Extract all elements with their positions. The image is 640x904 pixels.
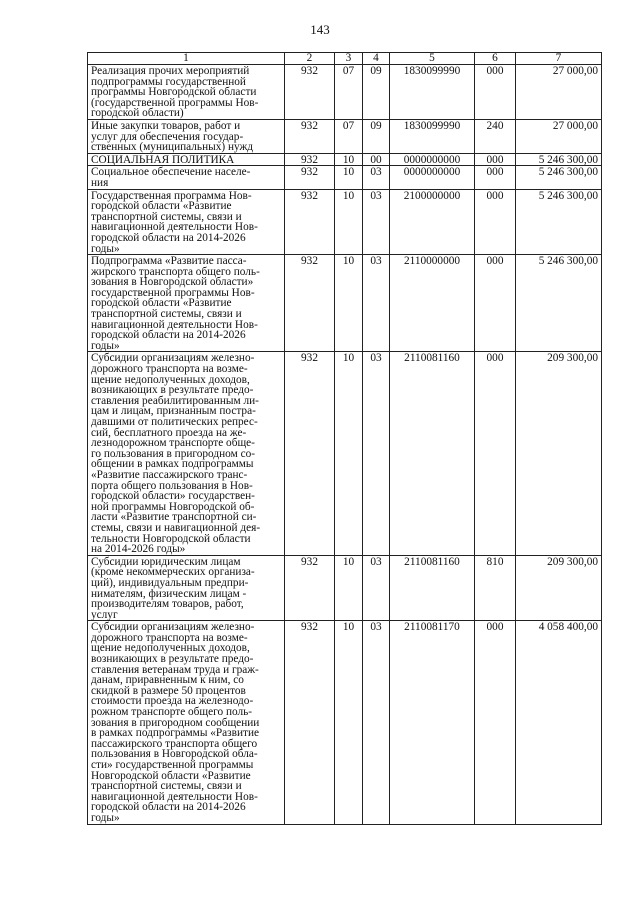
subsection-cell: 00 xyxy=(363,153,390,166)
row-name-line: Новгородской области «Развитие xyxy=(91,769,251,782)
subsection-cell: 03 xyxy=(363,555,390,621)
table-row xyxy=(88,153,602,166)
row-name-line: ственных (муниципальных) нужд xyxy=(91,141,254,154)
section-cell: 10 xyxy=(335,352,363,555)
row-name-line: общении в рамках подпрограммы xyxy=(91,458,254,471)
row-name-line: услуг xyxy=(91,608,118,621)
row-name-line: рожном транспорте общего поль- xyxy=(91,706,253,719)
header-col-6: 6 xyxy=(475,53,516,65)
target-article-cell: 2110081160 xyxy=(390,555,475,621)
expense-type-cell: 000 xyxy=(475,65,516,120)
row-name-line: дорожного транспорта на возме- xyxy=(91,363,248,376)
row-name-line: возникающих в результате предо- xyxy=(91,653,254,666)
row-name-line: лезнодорожном транспорте обще- xyxy=(91,437,255,450)
row-name-line: ставления реабилитированным ли- xyxy=(91,394,259,407)
amount-cell: 5 246 300,00 xyxy=(516,166,602,189)
row-name-line: услуг для обеспечения государ- xyxy=(91,130,244,143)
row-name-line: щение недополученных доходов, xyxy=(91,642,250,655)
row-name-line: Субсидии юридическим лицам xyxy=(91,555,241,568)
amount-cell: 5 246 300,00 xyxy=(516,153,602,166)
row-name-cell xyxy=(88,555,285,621)
row-name-line: (кроме некоммерческих организа- xyxy=(91,566,255,579)
row-name-line: городской области) xyxy=(91,107,184,120)
target-article-cell: 0000000000 xyxy=(390,153,475,166)
target-article-cell: 2110000000 xyxy=(390,255,475,352)
header-col-5: 5 xyxy=(390,53,475,65)
row-name-line: пассажирского транспорта общего xyxy=(91,737,258,750)
row-name-line: Социальное обеспечение населе- xyxy=(91,166,251,179)
row-name-line: ния xyxy=(91,176,109,189)
row-name-line: городской области» государствен- xyxy=(91,490,255,503)
row-name-line: навигационной деятельности Нов- xyxy=(91,318,258,331)
row-name-cell xyxy=(88,255,285,352)
row-name-cell xyxy=(88,153,285,166)
row-name-line: навигационной деятельности Нов- xyxy=(91,790,258,803)
row-name-line: Иные закупки товаров, работ и xyxy=(91,119,241,132)
table-row xyxy=(88,555,602,621)
row-name-line: городской области «Развитие xyxy=(91,297,232,310)
header-col-7: 7 xyxy=(516,53,602,65)
target-article-cell: 2110081160 xyxy=(390,352,475,555)
row-name-cell xyxy=(88,65,285,120)
budget-table xyxy=(87,52,602,825)
subsection-cell: 03 xyxy=(363,166,390,189)
subsection-cell: 03 xyxy=(363,255,390,352)
section-cell: 10 xyxy=(335,153,363,166)
table-row xyxy=(88,166,602,189)
table-row xyxy=(88,189,602,255)
section-cell: 07 xyxy=(335,65,363,120)
amount-cell: 27 000,00 xyxy=(516,65,602,120)
amount-cell: 27 000,00 xyxy=(516,119,602,153)
row-name-line: тельности Новгородской области xyxy=(91,532,251,545)
row-name-cell xyxy=(88,352,285,555)
code-cell: 932 xyxy=(285,555,335,621)
row-name-cell xyxy=(88,119,285,153)
target-article-cell: 2100000000 xyxy=(390,189,475,255)
row-name-line: (государственной программы Нов- xyxy=(91,96,259,109)
subsection-cell: 03 xyxy=(363,621,390,824)
header-row xyxy=(88,53,602,65)
row-name-line: программы Новгородской области xyxy=(91,86,257,99)
header-col-2: 2 xyxy=(285,53,335,65)
amount-cell: 209 300,00 xyxy=(516,352,602,555)
section-cell: 07 xyxy=(335,119,363,153)
row-name-line: порта общего пользования в Нов- xyxy=(91,479,253,492)
row-name-line: Реализация прочих мероприятий xyxy=(91,65,250,77)
expense-type-cell: 000 xyxy=(475,189,516,255)
row-name-line: ставления ветеранам труда и граж- xyxy=(91,663,259,676)
code-cell: 932 xyxy=(285,621,335,824)
table-row xyxy=(88,65,602,120)
row-name-line: транспортной системы, связи и xyxy=(91,210,242,223)
target-article-cell: 1830099990 xyxy=(390,65,475,120)
row-name-line: «Развитие пассажирского транс- xyxy=(91,468,248,481)
subsection-cell: 03 xyxy=(363,189,390,255)
code-cell: 932 xyxy=(285,153,335,166)
row-name-line: подпрограммы государственной xyxy=(91,75,246,88)
row-name-line: в рамках подпрограммы «Развитие xyxy=(91,727,260,740)
row-name-line: нимателям, физическим лицам - xyxy=(91,587,247,600)
section-cell: 10 xyxy=(335,621,363,824)
row-name-line: на 2014-2026 годы» xyxy=(91,543,186,556)
row-name-line: давшими от политических репрес- xyxy=(91,416,258,428)
subsection-cell: 03 xyxy=(363,352,390,555)
row-name-line: годы» xyxy=(91,339,120,352)
page-number: 143 xyxy=(310,22,330,37)
row-name-line: городской области «Развитие xyxy=(91,200,232,213)
row-name-line: городской области на 2014-2026 xyxy=(91,801,246,814)
code-cell: 932 xyxy=(285,65,335,120)
code-cell: 932 xyxy=(285,352,335,555)
table-row xyxy=(88,255,602,352)
row-name-line: ласти «Развитие транспортной си- xyxy=(91,511,257,524)
code-cell: 932 xyxy=(285,119,335,153)
row-name-line: СОЦИАЛЬНАЯ ПОЛИТИКА xyxy=(91,153,235,166)
target-article-cell: 1830099990 xyxy=(390,119,475,153)
amount-cell: 5 246 300,00 xyxy=(516,255,602,352)
amount-cell: 4 058 400,00 xyxy=(516,621,602,824)
expense-type-cell: 000 xyxy=(475,166,516,189)
row-name-line: ций), индивидуальным предпри- xyxy=(91,576,249,589)
row-name-line: го пользования в пригородном со- xyxy=(91,447,256,460)
row-name-line: стоимости проезда на железнодо- xyxy=(91,695,254,708)
expense-type-cell: 000 xyxy=(475,352,516,555)
amount-cell: 209 300,00 xyxy=(516,555,602,621)
row-name-line: сий, бесплатного проезда на же- xyxy=(91,426,247,439)
row-name-line: жирского транспорта общего поль- xyxy=(91,265,260,278)
row-name-line: зования в Новгородской области» xyxy=(91,276,254,289)
row-name-line: сти» государственной программы xyxy=(91,759,254,771)
row-name-line: транспортной системы, связи и xyxy=(91,308,242,321)
row-name-line: Подпрограмма «Развитие пасса- xyxy=(91,255,247,268)
code-cell: 932 xyxy=(285,255,335,352)
subsection-cell: 09 xyxy=(363,119,390,153)
row-name-line: производителям товаров, работ, xyxy=(91,598,244,611)
header-col-1: 1 xyxy=(88,53,285,65)
expense-type-cell: 000 xyxy=(475,255,516,352)
row-name-line: годы» xyxy=(91,242,120,255)
section-cell: 10 xyxy=(335,255,363,352)
row-name-line: данам, приравненным к ним, со xyxy=(91,674,244,687)
section-cell: 10 xyxy=(335,166,363,189)
row-name-line: возникающих в результате предо- xyxy=(91,384,254,397)
target-article-cell: 0000000000 xyxy=(390,166,475,189)
code-cell: 932 xyxy=(285,189,335,255)
row-name-line: транспортной системы, связи и xyxy=(91,780,242,793)
expense-type-cell: 000 xyxy=(475,153,516,166)
row-name-line: цам и лицам, признанным постра- xyxy=(91,405,256,418)
expense-type-cell: 240 xyxy=(475,119,516,153)
row-name-line: Государственная программа Нов- xyxy=(91,189,252,202)
subsection-cell: 09 xyxy=(363,65,390,120)
row-name-line: щение недополученных доходов, xyxy=(91,373,250,386)
header-col-3: 3 xyxy=(335,53,363,65)
row-name-cell xyxy=(88,166,285,189)
expense-type-cell: 000 xyxy=(475,621,516,824)
row-name-line: городской области на 2014-2026 xyxy=(91,329,246,342)
row-name-line: зования в пригородном сообщении xyxy=(91,716,260,729)
row-name-line: государственной программы Нов- xyxy=(91,286,255,299)
expense-type-cell: 810 xyxy=(475,555,516,621)
section-cell: 10 xyxy=(335,189,363,255)
row-name-line: пользования в Новгородской обла- xyxy=(91,748,258,761)
row-name-line: городской области на 2014-2026 xyxy=(91,231,246,244)
amount-cell: 5 246 300,00 xyxy=(516,189,602,255)
row-name-line: Субсидии организациям железно- xyxy=(91,352,255,365)
row-name-cell xyxy=(88,189,285,255)
table-row xyxy=(88,621,602,824)
row-name-line: ной программы Новгородской об- xyxy=(91,500,255,513)
row-name-cell xyxy=(88,621,285,824)
row-name-line: Субсидии организациям железно- xyxy=(91,621,255,634)
table-row xyxy=(88,352,602,555)
header-col-4: 4 xyxy=(363,53,390,65)
row-name-line: дорожного транспорта на возме- xyxy=(91,631,248,644)
table-body xyxy=(88,65,602,825)
row-name-line: скидкой в размере 50 процентов xyxy=(91,684,246,697)
table-row xyxy=(88,119,602,153)
section-cell: 10 xyxy=(335,555,363,621)
target-article-cell: 2110081170 xyxy=(390,621,475,824)
row-name-line: навигационной деятельности Нов- xyxy=(91,221,258,234)
code-cell: 932 xyxy=(285,166,335,189)
row-name-line: стемы, связи и навигационной дея- xyxy=(91,521,261,534)
row-name-line: годы» xyxy=(91,811,120,824)
